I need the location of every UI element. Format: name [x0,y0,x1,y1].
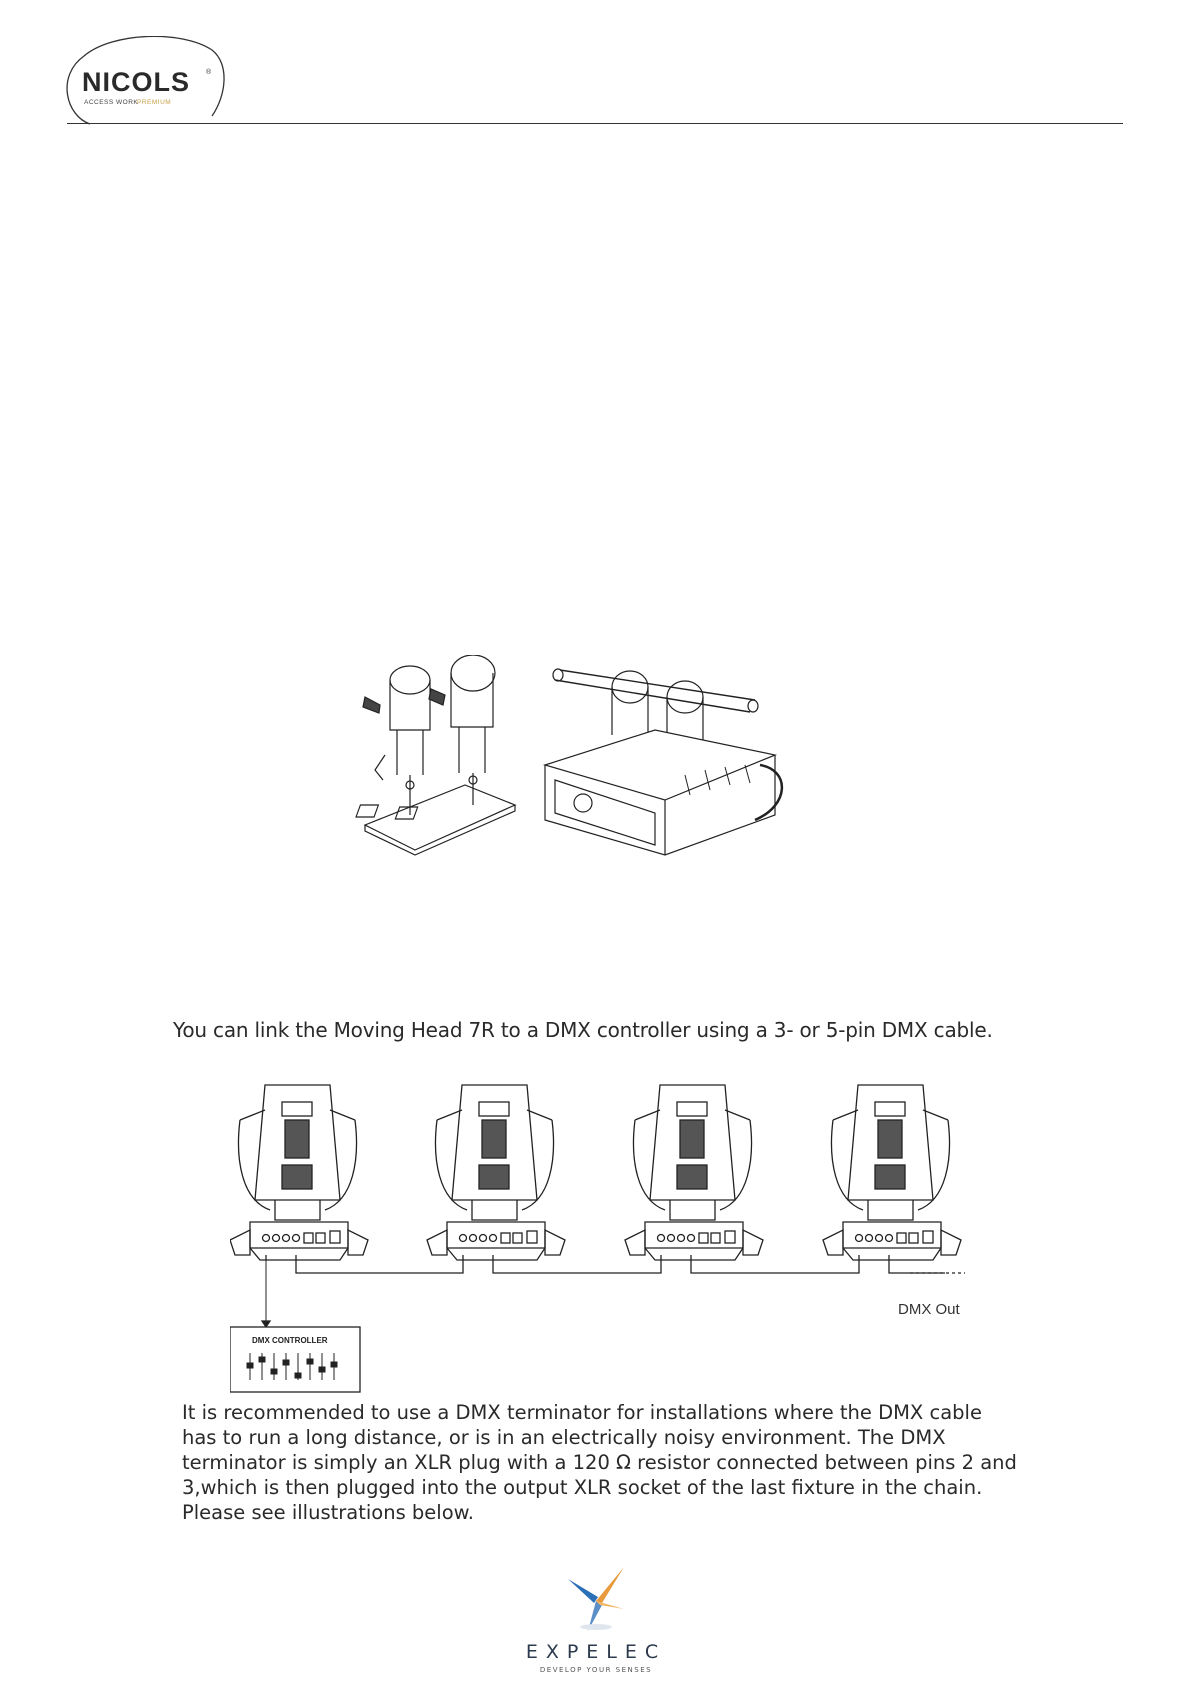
expelec-tagline: DEVELOP YOUR SENSES [539,1666,653,1674]
registered-mark: ® [206,69,212,76]
paragraph-line: Please see illustrations below. [182,1501,475,1524]
logo-tagline-b: PREMIUM [137,99,172,106]
paragraph-line: 3,which is then plugged into the output XLR socket of the last fixture in the chain. [182,1476,983,1499]
nicols-logo [62,36,232,126]
dmx-terminator-paragraph [182,1400,1041,1525]
expelec-logo [520,1565,672,1680]
clamp-mounting-illustration [355,655,810,865]
moving-head-1 [230,1085,368,1260]
paragraph-line: terminator is simply an XLR plug with a 120 Ω resistor connected between pins 2 and [182,1451,1017,1474]
logo-tagline-a: ACCESS WORK [84,99,139,106]
header-rule [67,123,1123,124]
dmx-intro-text: You can link the Moving Head 7R to a DMX controller using a 3- or 5-pin DMX cable. [173,1018,993,1042]
paragraph-line: It is recommended to use a DMX terminator for installations where the DMX cable [182,1401,982,1424]
expelec-brand: EXPELEC [525,1641,667,1663]
dmx-chain-illustration [230,1075,1000,1415]
moving-head-4 [823,1085,961,1260]
moving-head-2 [427,1085,565,1260]
expelec-star-icon [566,1565,626,1635]
moving-head-3 [625,1085,763,1260]
paragraph-line: has to run a long distance, or is in an electrically noisy environment. The DMX [182,1426,946,1449]
logo-brand-name: NICOLS [82,67,191,97]
dmx-out-label: DMX Out [898,1301,960,1318]
dmx-controller-label: DMX CONTROLLER [252,1336,328,1345]
